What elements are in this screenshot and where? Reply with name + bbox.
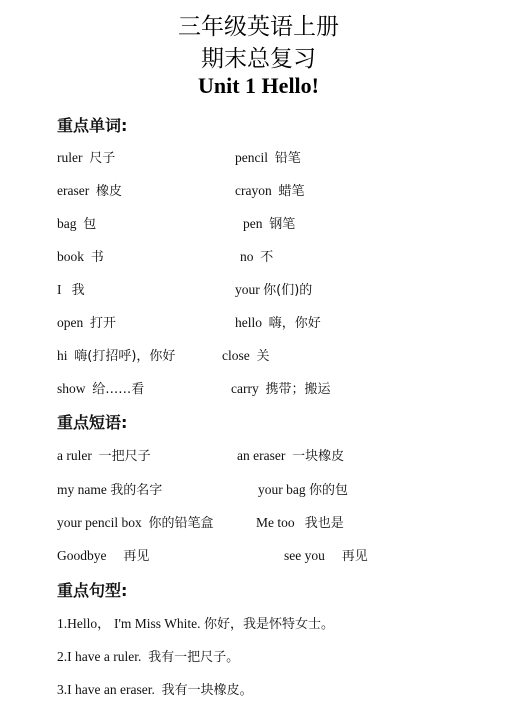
vocab-left-item — [57, 279, 85, 298]
phrases-heading: 重点短语: — [57, 413, 128, 432]
vocab-meaning: 尺子 — [89, 151, 116, 166]
vocab-word: no — [240, 249, 254, 264]
vocab-meaning: 蜡笔 — [278, 184, 305, 199]
page-title-review: 期末总复习 — [201, 46, 316, 72]
vocab-word: eraser — [57, 183, 90, 198]
vocab-left-item — [57, 312, 116, 331]
sentence-meaning: 我有一把尺子。 — [148, 650, 240, 665]
phrase-left-item — [57, 512, 214, 531]
vocab-word: show — [57, 381, 86, 396]
sentence-meaning: 我有一块橡皮。 — [161, 683, 253, 698]
vocab-meaning: 铅笔 — [274, 151, 301, 166]
vocab-word: pen — [243, 216, 263, 231]
phrase-english: your bag — [258, 482, 306, 497]
sentence-item — [57, 646, 239, 665]
vocab-meaning: 钢笔 — [269, 217, 296, 232]
phrase-right-item — [258, 479, 348, 498]
vocab-word: hi — [57, 348, 68, 363]
vocab-meaning: 我 — [71, 283, 85, 298]
phrase-english: an eraser — [237, 448, 286, 463]
vocab-right-item — [235, 147, 301, 166]
vocab-meaning: 打开 — [90, 316, 117, 331]
vocab-meaning: 包 — [83, 217, 97, 232]
vocab-word: bag — [57, 216, 77, 231]
vocab-left-item — [57, 147, 115, 166]
vocab-right-item — [231, 378, 331, 397]
vocab-right-item — [222, 345, 270, 364]
vocab-word: I — [57, 282, 62, 297]
phrase-english: see you — [284, 548, 325, 563]
vocab-meaning: 关 — [256, 349, 270, 364]
vocab-meaning: 给……看 — [92, 382, 145, 397]
phrase-right-item — [284, 545, 368, 564]
phrase-meaning: 一块橡皮 — [292, 449, 345, 464]
vocab-left-item — [57, 345, 175, 364]
vocab-meaning: 书 — [90, 250, 104, 265]
phrase-english: your pencil box — [57, 515, 142, 530]
vocab-right-item — [240, 246, 273, 265]
vocab-word: open — [57, 315, 84, 330]
vocab-meaning: 不 — [260, 250, 274, 265]
unit-title: Unit 1 Hello! — [198, 73, 319, 98]
vocab-meaning: 橡皮 — [95, 184, 122, 199]
vocab-meaning: 嗨，你好 — [268, 316, 321, 331]
phrase-left-item — [57, 545, 149, 564]
vocab-left-item — [57, 180, 122, 199]
phrase-english: Me too — [256, 515, 295, 530]
phrase-meaning: 一把尺子 — [98, 449, 151, 464]
vocab-meaning: 你(们)的 — [263, 283, 313, 298]
vocab-word: hello — [235, 315, 262, 330]
phrase-meaning: 我也是 — [304, 516, 344, 531]
phrase-meaning: 我的名字 — [110, 483, 163, 498]
phrase-right-item — [256, 512, 344, 531]
vocab-meaning: 携带；搬运 — [265, 382, 331, 397]
sentence-english: 2.I have a ruler. — [57, 649, 142, 664]
sentences-heading: 重点句型: — [57, 581, 128, 600]
phrase-right-item — [237, 445, 344, 464]
phrase-meaning: 你的铅笔盒 — [148, 516, 214, 531]
vocab-right-item — [235, 279, 312, 298]
phrase-english: my name — [57, 482, 107, 497]
vocab-right-item — [235, 180, 305, 199]
vocab-word: carry — [231, 381, 259, 396]
phrase-english: Goodbye — [57, 548, 107, 563]
phrase-meaning: 再见 — [123, 549, 150, 564]
phrase-left-item — [57, 479, 162, 498]
page-title-grade: 三年级英语上册 — [178, 14, 339, 40]
vocab-word: crayon — [235, 183, 272, 198]
sentence-item — [57, 679, 253, 698]
vocab-left-item — [57, 213, 96, 232]
vocab-right-item — [243, 213, 295, 232]
vocab-word: pencil — [235, 150, 268, 165]
sentence-item — [57, 612, 334, 632]
vocab-word: book — [57, 249, 84, 264]
vocab-word: ruler — [57, 150, 83, 165]
phrase-meaning: 你的包 — [309, 483, 349, 498]
phrase-english: a ruler — [57, 448, 92, 463]
phrase-left-item — [57, 445, 151, 464]
sentence-english: 3.I have an eraser. — [57, 682, 155, 697]
sentence-meaning: 你好，我是怀特女士。 — [203, 617, 334, 632]
vocab-meaning: 嗨(打招呼)，你好 — [74, 349, 176, 364]
vocab-word: close — [222, 348, 250, 363]
vocab-right-item — [235, 312, 321, 331]
phrase-meaning: 再见 — [341, 549, 368, 564]
vocab-left-item — [57, 246, 104, 265]
sentence-english: 1.Hello， I'm Miss White. — [57, 616, 201, 631]
vocab-word: your — [235, 282, 260, 297]
vocab-left-item — [57, 378, 144, 397]
vocab-heading: 重点单词: — [57, 116, 128, 135]
